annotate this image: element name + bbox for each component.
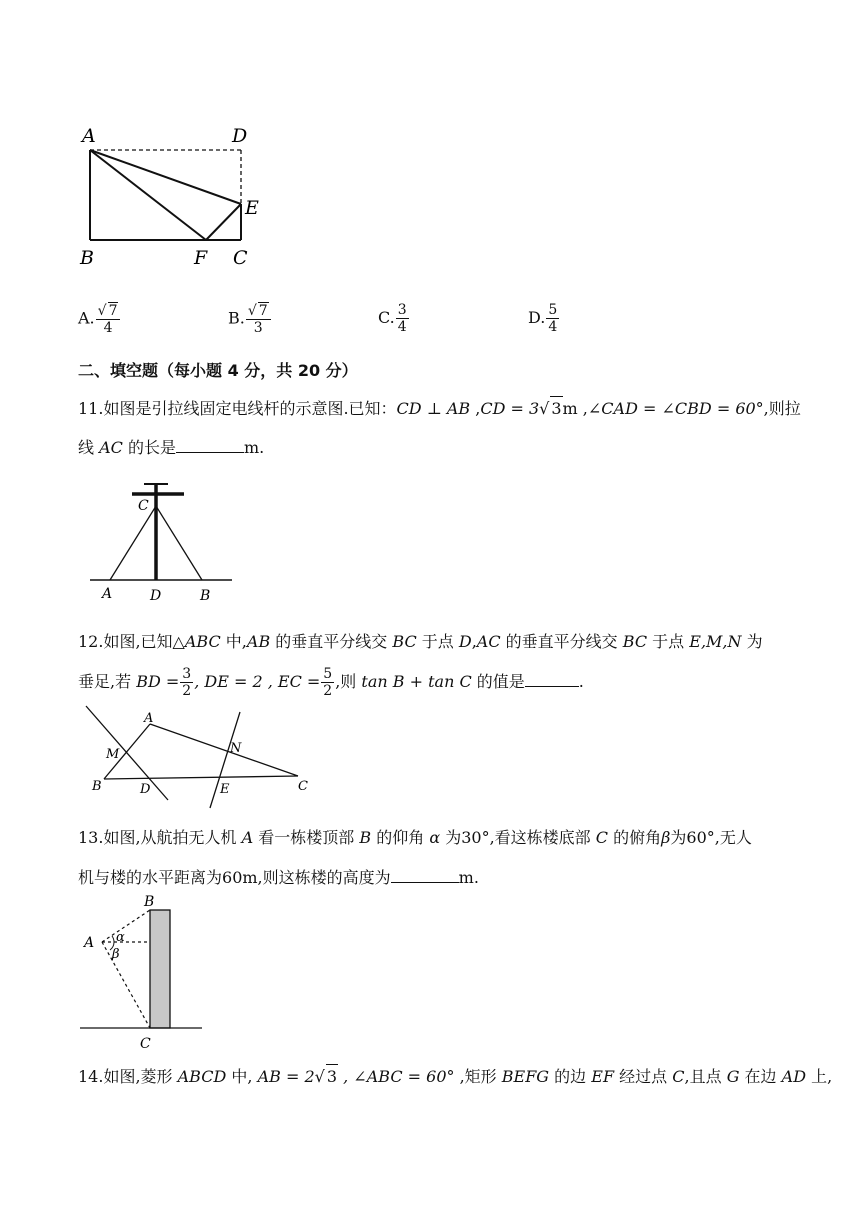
label-d: D xyxy=(140,782,151,797)
q11-line2: 线 AC 的长是 m. xyxy=(78,438,265,457)
figure-q13 xyxy=(78,892,208,1052)
label-b: B xyxy=(92,779,102,794)
label-e: E xyxy=(245,197,259,219)
option-a: A. $\frac{√ 7}{4}$ xyxy=(78,302,121,336)
q11-line1: 11.如图是引拉线固定电线杆的示意图.已知：CD ⊥ AB ,CD = 3√ 3m ,∠CAD = ∠CBD = 60°,则拉 xyxy=(78,396,801,421)
label-a: A xyxy=(144,711,154,726)
answer-blank xyxy=(525,686,579,687)
label-b: B xyxy=(80,247,94,269)
option-b: B. $\frac{√ 7}{3}$ xyxy=(228,302,272,336)
label-c: C xyxy=(298,779,308,794)
label-d: D xyxy=(232,125,248,147)
label-alpha: α xyxy=(116,930,125,945)
q12-line2: 垂足,若 BD = $\frac{3}{2}$ , DE = 2 , EC = $\frac{5}{2}$ ,则 tan B + tan C 的值是 . xyxy=(78,666,584,699)
label-a: A xyxy=(82,125,96,147)
label-beta: β xyxy=(112,947,120,962)
answer-blank xyxy=(176,452,244,453)
q13-line1: 13.如图,从航拍无人机 A 看一栋楼顶部 B 的仰角 α 为30°,看这栋楼底部 C 的俯角β为60°,无人 xyxy=(78,828,752,847)
label-c: C xyxy=(140,1036,151,1052)
q14-line1: 14.如图,菱形 ABCD 中, AB = 2√ 3 , ∠ABC = 60° ,矩形 BEFG 的边 EF 经过点 C,且点 G 在边 AD 上, xyxy=(78,1064,832,1089)
figure-q10 xyxy=(76,122,276,272)
q12-line1: 12.如图,已知△ABC 中,AB 的垂直平分线交 BC 于点 D,AC 的垂直平分线交 BC 于点 E,M,N 为 xyxy=(78,632,763,651)
option-c: C. $\frac{3}{4}$ xyxy=(378,302,407,335)
answer-blank xyxy=(391,882,459,883)
figure-q11 xyxy=(86,476,236,606)
label-b: B xyxy=(200,588,211,604)
label-d: D xyxy=(150,588,162,604)
label-a: A xyxy=(84,935,95,951)
label-e: E xyxy=(220,782,230,797)
label-b: B xyxy=(144,894,155,910)
label-c: C xyxy=(233,247,248,269)
label-n: N xyxy=(230,741,242,756)
option-d: D. $\frac{5}{4}$ xyxy=(528,302,558,335)
label-c: C xyxy=(138,498,149,514)
label-f: F xyxy=(194,247,208,269)
label-m: M xyxy=(106,747,120,762)
figure-q12 xyxy=(78,704,318,810)
label-a: A xyxy=(102,586,113,602)
section-heading: 二、填空题（每小题 4 分，共 20 分） xyxy=(78,361,358,380)
q13-line2: 机与楼的水平距离为60m,则这栋楼的高度为 m. xyxy=(78,868,479,887)
